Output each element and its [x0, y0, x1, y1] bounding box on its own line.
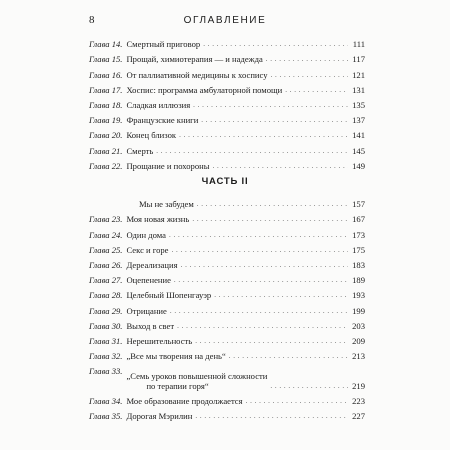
- chapter-title: Отрицание: [126, 305, 167, 316]
- toc-entry[interactable]: [89, 95, 365, 110]
- dot-leader: [179, 129, 348, 140]
- chapter-label: Глава 20.: [89, 130, 123, 141]
- dot-leader: [229, 350, 348, 361]
- page-ref: 219: [352, 381, 365, 392]
- page-ref: 203: [352, 320, 365, 331]
- page-ref: 117: [352, 54, 365, 65]
- running-header: ОГЛАВЛЕНИЕ: [183, 15, 267, 26]
- chapter-label: Глава 14.: [89, 39, 123, 50]
- toc-entry[interactable]: [89, 270, 365, 285]
- dot-leader: [214, 289, 348, 300]
- chapter-title: Выход в свет: [126, 320, 175, 331]
- part-heading: ЧАСТЬ II: [201, 176, 249, 187]
- page-ref: 137: [352, 115, 365, 126]
- chapter-title: Смертный приговор: [126, 39, 201, 50]
- dot-leader: [195, 410, 348, 421]
- chapter-label: Глава 30.: [89, 320, 123, 331]
- chapter-label: Глава 26.: [89, 259, 123, 270]
- toc-entry[interactable]: [89, 64, 365, 79]
- toc-entry[interactable]: [89, 285, 365, 300]
- toc-entry[interactable]: [89, 140, 365, 155]
- page-ref: 131: [352, 84, 365, 95]
- chapter-label: Глава 32.: [89, 351, 123, 362]
- toc-entry[interactable]: [89, 156, 365, 171]
- chapter-label: Глава 33.: [89, 366, 123, 377]
- chapter-label: Глава 29.: [89, 305, 123, 316]
- page-ref: 199: [352, 305, 365, 316]
- chapter-label: Глава 18.: [89, 99, 123, 110]
- toc-entry[interactable]: [89, 125, 365, 140]
- chapter-label: Глава 28.: [89, 290, 123, 301]
- chapter-title: Смерть: [126, 145, 154, 156]
- page-ref: 135: [352, 99, 365, 110]
- dot-leader: [197, 198, 348, 209]
- dot-leader: [246, 395, 348, 406]
- toc-entry[interactable]: [89, 406, 365, 421]
- dot-leader: [271, 69, 348, 80]
- dot-leader: [192, 213, 348, 224]
- chapter-label: Глава 27.: [89, 275, 123, 286]
- dot-leader: [203, 38, 348, 49]
- page-ref: 193: [352, 290, 365, 301]
- chapter-title: Мы не забудем: [139, 199, 194, 210]
- chapter-title: Секс и горе: [126, 244, 169, 255]
- chapter-title-line-2: по терапии горя“: [146, 381, 209, 392]
- dot-leader: [170, 305, 348, 316]
- chapter-title: От паллиативной медицины к хоспису: [126, 69, 268, 80]
- toc-entry[interactable]: [89, 240, 365, 255]
- chapter-title: [126, 371, 267, 391]
- dot-leader: [285, 84, 348, 95]
- page-ref: 213: [352, 351, 365, 362]
- chapter-title: Нерешительность: [126, 335, 193, 346]
- dot-leader: [174, 274, 348, 285]
- dot-leader: [266, 53, 348, 64]
- page-ref: 189: [352, 275, 365, 286]
- chapter-label: Глава 15.: [89, 54, 123, 65]
- chapter-label: Глава 19.: [89, 115, 123, 126]
- toc-entry[interactable]: [89, 300, 365, 315]
- dot-leader: [193, 99, 348, 110]
- chapter-label: Глава 31.: [89, 335, 123, 346]
- page-number: 8: [89, 14, 95, 26]
- chapter-label: Глава 25.: [89, 244, 123, 255]
- dot-leader: [181, 259, 348, 270]
- toc-entry[interactable]: [89, 34, 365, 49]
- toc-entry-multiline[interactable]: [89, 361, 365, 391]
- toc-entry[interactable]: [89, 331, 365, 346]
- chapter-title: Мое образование продолжается: [126, 396, 243, 407]
- page-ref: 167: [352, 214, 365, 225]
- dot-leader: [195, 335, 348, 346]
- chapter-title: Моя новая жизнь: [126, 214, 190, 225]
- toc-entry[interactable]: [89, 346, 365, 361]
- chapter-title: Оцепенение: [126, 275, 171, 286]
- chapter-label: Глава 24.: [89, 229, 123, 240]
- toc-entry[interactable]: [89, 391, 365, 406]
- toc-entry[interactable]: [89, 255, 365, 270]
- dot-leader: [201, 114, 348, 125]
- chapter-title: Прощание и похороны: [126, 160, 210, 171]
- toc-entry-intro[interactable]: [89, 194, 365, 209]
- chapter-title: Сладкая иллюзия: [126, 99, 191, 110]
- dot-leader: [172, 244, 349, 255]
- chapter-title: „Все мы творения на день“: [126, 351, 226, 362]
- chapter-title: Дереализация: [126, 259, 178, 270]
- page-ref: 121: [352, 69, 365, 80]
- toc-entry[interactable]: [89, 49, 365, 64]
- toc-part-1: [89, 34, 365, 171]
- chapter-label: Глава 34.: [89, 396, 123, 407]
- page-ref: 223: [352, 396, 365, 407]
- chapter-title: Французские книги: [126, 115, 199, 126]
- page-ref: 149: [352, 160, 365, 171]
- dot-leader: [156, 145, 348, 156]
- page-ref: 209: [352, 335, 365, 346]
- chapter-title-line-1: „Семь уроков повышенной сложности: [126, 371, 268, 382]
- toc-part-2: [89, 194, 365, 421]
- page-ref: 141: [352, 130, 365, 141]
- page-ref: 173: [352, 229, 365, 240]
- page-ref: 145: [352, 145, 365, 156]
- page-ref: 227: [352, 411, 365, 422]
- chapter-label: Глава 21.: [89, 145, 123, 156]
- chapter-label: Глава 35.: [89, 411, 123, 422]
- dot-leader: [270, 380, 348, 391]
- chapter-title: Прощай, химиотерапия — и надежда: [126, 54, 263, 65]
- chapter-title: Дорогая Мэрилин: [126, 411, 193, 422]
- page-ref: 183: [352, 259, 365, 270]
- chapter-label: Глава 16.: [89, 69, 123, 80]
- chapter-title: Целебный Шопенгауэр: [126, 290, 212, 301]
- dot-leader: [177, 320, 348, 331]
- toc-entry[interactable]: [89, 110, 365, 125]
- toc-entry[interactable]: [89, 316, 365, 331]
- chapter-title: Один дома: [126, 229, 166, 240]
- chapter-label: Глава 17.: [89, 84, 123, 95]
- chapter-title: Хоспис: программа амбулаторной помощи: [126, 84, 283, 95]
- toc-entry[interactable]: [89, 209, 365, 224]
- toc-entry[interactable]: [89, 80, 365, 95]
- page-ref: 111: [352, 39, 365, 50]
- chapter-label: Глава 22.: [89, 160, 123, 171]
- dot-leader: [169, 229, 348, 240]
- dot-leader: [213, 160, 348, 171]
- chapter-title: Конец близок: [126, 130, 177, 141]
- chapter-label: Глава 23.: [89, 214, 123, 225]
- page-ref: 157: [352, 199, 365, 210]
- page-ref: 175: [352, 244, 365, 255]
- toc-entry[interactable]: [89, 224, 365, 239]
